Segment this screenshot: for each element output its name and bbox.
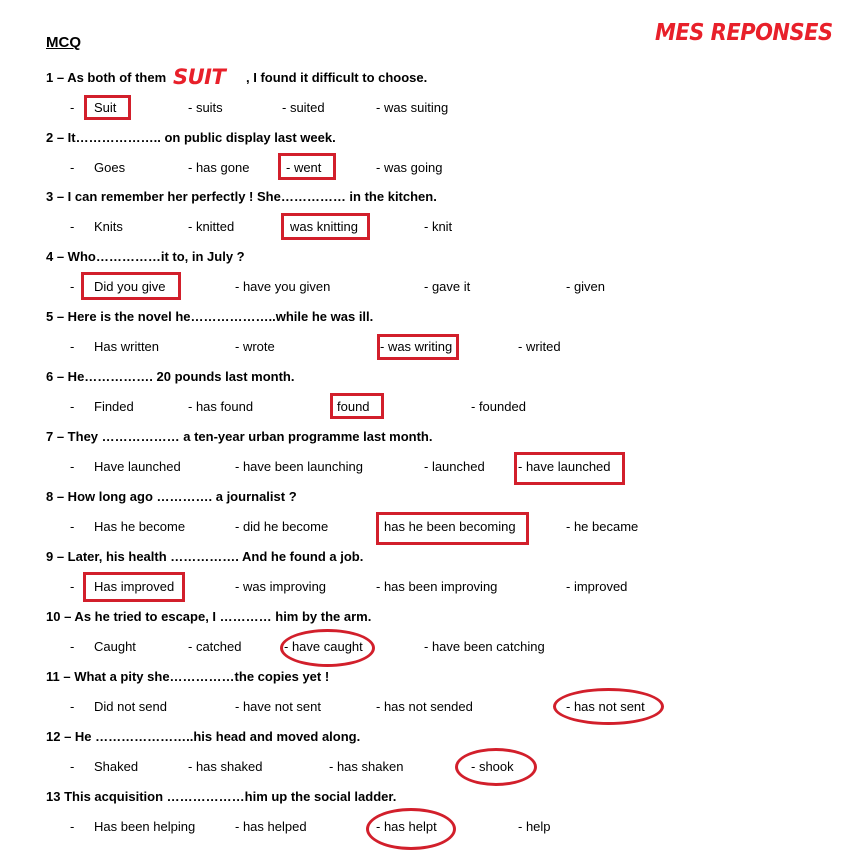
answer-circle <box>553 688 664 725</box>
bullet: - <box>70 339 75 354</box>
q13-option-c[interactable]: - has helpt <box>376 819 437 834</box>
q9-option-c[interactable]: - has been improving <box>376 579 498 594</box>
q6-option-b[interactable]: - has found <box>188 399 254 414</box>
q7-option-a[interactable]: Have launched <box>94 459 181 474</box>
question-6: 6 – He……………. 20 pounds last month. <box>46 369 295 384</box>
answer-circle <box>455 748 537 786</box>
q3-option-b[interactable]: - knitted <box>188 219 235 234</box>
q7-option-b[interactable]: - have been launching <box>235 459 363 474</box>
bullet: - <box>70 699 75 714</box>
q11-option-c[interactable]: - has not sended <box>376 699 473 714</box>
q12-option-d[interactable]: - shook <box>471 759 514 774</box>
page-title: MCQ <box>46 34 81 51</box>
bullet: - <box>70 279 75 294</box>
q10-option-c[interactable]: - have caught <box>284 639 363 654</box>
q4-option-b[interactable]: - have you given <box>235 279 331 294</box>
q2-option-a[interactable]: Goes <box>94 160 126 175</box>
q9-option-d[interactable]: - improved <box>566 579 628 594</box>
question-1: 1 – As both of them <box>46 70 167 85</box>
question-1-rest: , I found it difficult to choose. <box>246 70 428 85</box>
q1-option-a[interactable]: Suit <box>94 100 117 115</box>
question-5: 5 – Here is the novel he………………..while he was ill. <box>46 309 374 324</box>
answer-box <box>514 452 625 485</box>
bullet: - <box>70 759 75 774</box>
answer-box <box>81 272 181 300</box>
bullet: - <box>70 819 75 834</box>
q2-option-d[interactable]: - was going <box>376 160 443 175</box>
q6-option-a[interactable]: Finded <box>94 399 134 414</box>
q1-option-d[interactable]: - was suiting <box>376 100 449 115</box>
question-2: 2 – It……………….. on public display last week. <box>46 130 336 145</box>
question-3: 3 – I can remember her perfectly ! She…………… in the kitchen. <box>46 189 437 204</box>
q4-option-a[interactable]: Did you give <box>94 279 166 294</box>
question-13: 13 This acquisition ………………him up the social ladder. <box>46 789 397 804</box>
bullet: - <box>70 519 75 534</box>
q2-option-b[interactable]: - has gone <box>188 160 250 175</box>
q8-option-b[interactable]: - did he become <box>235 519 329 534</box>
bullet: - <box>70 160 75 175</box>
handwritten-answer: SUIT <box>173 65 226 89</box>
answer-circle <box>366 808 456 850</box>
q8-option-a[interactable]: Has he become <box>94 519 186 534</box>
question-9: 9 – Later, his health ……………. And he found a job. <box>46 549 364 564</box>
q8-option-c[interactable]: has he been becoming <box>384 519 516 534</box>
q11-option-a[interactable]: Did not send <box>94 699 167 714</box>
answer-box <box>83 572 185 602</box>
q3-option-c[interactable]: was knitting <box>290 219 358 234</box>
q5-option-d[interactable]: - writed <box>518 339 561 354</box>
bullet: - <box>70 579 75 594</box>
q10-option-a[interactable]: Caught <box>94 639 136 654</box>
q1-option-c[interactable]: - suited <box>282 100 325 115</box>
q10-option-d[interactable]: - have been catching <box>424 639 545 654</box>
answer-box <box>281 213 370 240</box>
bullet: - <box>70 219 75 234</box>
q5-option-b[interactable]: - wrote <box>235 339 275 354</box>
bullet: - <box>70 399 75 414</box>
q6-option-d[interactable]: - founded <box>471 399 526 414</box>
q6-option-c[interactable]: found <box>337 399 370 414</box>
question-7: 7 – They ……………… a ten-year urban programme last month. <box>46 429 433 444</box>
answer-box <box>278 153 336 180</box>
answers-heading: MES REPONSES <box>655 19 833 46</box>
q5-option-a[interactable]: Has written <box>94 339 160 354</box>
q9-option-b[interactable]: - was improving <box>235 579 327 594</box>
q3-option-a[interactable]: Knits <box>94 219 123 234</box>
bullet: - <box>70 100 75 115</box>
answer-box <box>330 393 384 419</box>
q11-option-b[interactable]: - have not sent <box>235 699 321 714</box>
q1-option-b[interactable]: - suits <box>188 100 223 115</box>
answer-box <box>377 334 459 360</box>
q3-option-d[interactable]: - knit <box>424 219 453 234</box>
answer-circle <box>280 629 375 667</box>
q5-option-c[interactable]: - was writing <box>380 339 453 354</box>
q12-option-a[interactable]: Shaked <box>94 759 139 774</box>
question-12: 12 – He …………………..his head and moved along. <box>46 729 361 744</box>
q13-option-b[interactable]: - has helped <box>235 819 307 834</box>
question-8: 8 – How long ago …………. a journalist ? <box>46 489 297 504</box>
answer-box <box>376 512 529 545</box>
question-4: 4 – Who……………it to, in July ? <box>46 249 245 264</box>
bullet: - <box>70 459 75 474</box>
q13-option-a[interactable]: Has been helping <box>94 819 196 834</box>
q10-option-b[interactable]: - catched <box>188 639 242 654</box>
bullet: - <box>70 639 75 654</box>
question-11: 11 – What a pity she……………the copies yet ! <box>46 669 330 684</box>
q4-option-c[interactable]: - gave it <box>424 279 471 294</box>
q2-option-c[interactable]: - went <box>286 160 322 175</box>
q9-option-a[interactable]: Has improved <box>94 579 175 594</box>
q7-option-c[interactable]: - launched <box>424 459 485 474</box>
q4-option-d[interactable]: - given <box>566 279 606 294</box>
q11-option-d[interactable]: - has not sent <box>566 699 645 714</box>
q7-option-d[interactable]: - have launched <box>518 459 611 474</box>
q8-option-d[interactable]: - he became <box>566 519 639 534</box>
question-10: 10 – As he tried to escape, I ………… him by the arm. <box>46 609 372 624</box>
q12-option-b[interactable]: - has shaked <box>188 759 263 774</box>
q13-option-d[interactable]: - help <box>518 819 551 834</box>
q12-option-c[interactable]: - has shaken <box>329 759 404 774</box>
answer-box <box>84 95 131 120</box>
